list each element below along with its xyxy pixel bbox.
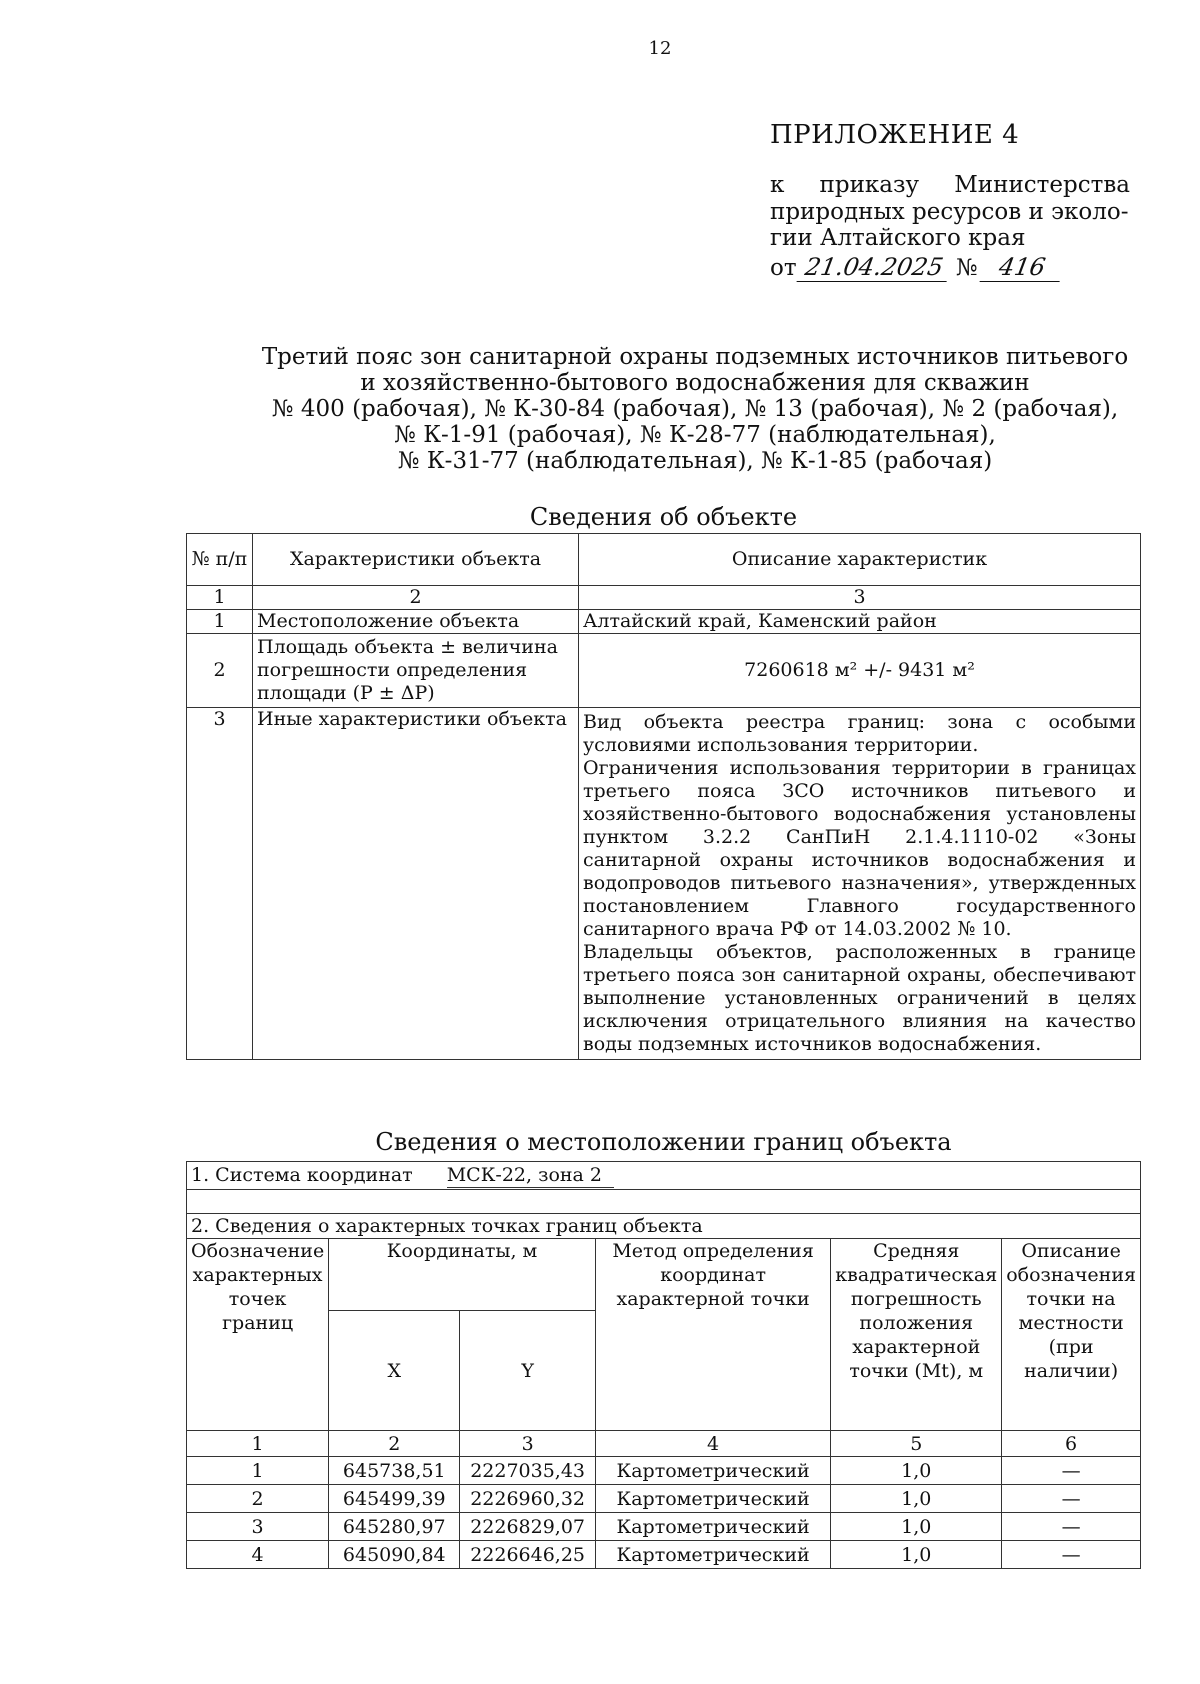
from-label: от: [770, 255, 797, 281]
object-info-table: [186, 533, 1141, 1060]
y-cell: 2226960,32: [460, 1485, 596, 1513]
desc-cell: —: [1002, 1513, 1141, 1541]
document-title: [260, 344, 1130, 474]
error-cell: 1,0: [831, 1541, 1002, 1569]
row-number: 3: [187, 708, 253, 1060]
col-number-cell: 3: [579, 586, 1141, 610]
x-cell: 645090,84: [329, 1541, 460, 1569]
desc-cell: —: [1002, 1485, 1141, 1513]
table-row: [187, 1457, 1141, 1485]
col-number-cell: 2: [253, 586, 579, 610]
title-line: № К-31-77 (наблюдательная), № К-1-85 (рабочая): [397, 448, 993, 474]
empty-row: [187, 1190, 1141, 1214]
table-row: [187, 1485, 1141, 1513]
appendix-line-1: [770, 172, 1130, 199]
row-name: Местоположение объекта: [253, 610, 579, 634]
col-number-cell: 6: [1002, 1431, 1141, 1457]
method-cell: Картометрический: [595, 1457, 830, 1485]
header-coords: Координаты, м: [329, 1239, 596, 1311]
table-row: [187, 1513, 1141, 1541]
handwritten-date: 21.04.2025: [796, 254, 951, 282]
header-cell: Характеристики объекта: [253, 534, 579, 586]
method-cell: Картометрический: [595, 1541, 830, 1569]
header-cell: № п/п: [187, 534, 253, 586]
points-label: 2. Сведения о характерных точках границ объекта: [187, 1214, 1141, 1239]
appendix-title: ПРИЛОЖЕНИЕ 4: [770, 120, 1020, 150]
row-name: Площадь объекта ± величина погрешности определения площади (P ± ΔP): [253, 634, 579, 708]
row-value: Алтайский край, Каменский район: [579, 610, 1141, 634]
appendix-word: к: [770, 172, 785, 198]
table-row: [187, 1541, 1141, 1569]
y-cell: 2226829,07: [460, 1513, 596, 1541]
coord-system-row: [187, 1162, 1141, 1190]
desc-cell: —: [1002, 1541, 1141, 1569]
coord-system-label: 1. Система координат: [191, 1164, 413, 1186]
point-cell: 4: [187, 1541, 329, 1569]
object-info-title: Сведения об объекте: [529, 503, 798, 531]
col-number-cell: 3: [460, 1431, 596, 1457]
x-cell: 645738,51: [329, 1457, 460, 1485]
header-cell: Описание характеристик: [579, 534, 1141, 586]
appendix-word: приказу: [819, 172, 920, 198]
number-label: №: [955, 255, 978, 281]
description-paragraph: Вид объекта реестра границ: зона с особыми условиями использования территории.: [583, 711, 1136, 756]
y-cell: 2226646,25: [460, 1541, 596, 1569]
description-paragraph: Ограничения использования территории в границах третьего пояса ЗСО источников питьевого и хозяйственно-бытового водоснабжения установлены пунктом 3.2.2 СанПиН 2.1.4.1110-02 «Зоны санитарной охраны источников водоснабжения и водопроводов питьевого назначения», утвержденных постановлением Главного государственного санитарного врача РФ от 14.03.2002 № 10.: [583, 757, 1136, 940]
method-cell: Картометрический: [595, 1485, 830, 1513]
error-cell: 1,0: [831, 1485, 1002, 1513]
header-error: Средняя квадратическая погрешность положения характерной точки (Mt), м: [831, 1239, 1002, 1431]
title-line: № К-1-91 (рабочая), № К-28-77 (наблюдательная),: [394, 422, 996, 448]
error-cell: 1,0: [831, 1513, 1002, 1541]
boundary-info-table: [186, 1161, 1141, 1569]
point-cell: 1: [187, 1457, 329, 1485]
appendix-line-3: гии Алтайского края: [770, 225, 1026, 251]
title-line: Третий пояс зон санитарной охраны подземных источников питьевого: [261, 344, 1129, 370]
page-number: 12: [648, 38, 672, 59]
handwritten-number: 416: [979, 254, 1064, 282]
row-name: Иные характеристики объекта: [253, 708, 579, 1060]
x-cell: 645280,97: [329, 1513, 460, 1541]
x-cell: 645499,39: [329, 1485, 460, 1513]
col-number-cell: 2: [329, 1431, 460, 1457]
appendix-date-number: [770, 254, 1130, 282]
y-cell: 2227035,43: [460, 1457, 596, 1485]
row-value-description: [579, 708, 1141, 1060]
col-number-cell: 1: [187, 586, 253, 610]
row-number: 1: [187, 610, 253, 634]
point-cell: 3: [187, 1513, 329, 1541]
title-line: и хозяйственно-бытового водоснабжения для скважин: [360, 370, 1030, 396]
appendix-line-2: природных ресурсов и эколо-: [770, 199, 1129, 225]
point-cell: 2: [187, 1485, 329, 1513]
col-number-cell: 1: [187, 1431, 329, 1457]
header-method: Метод определения координат характерной точки: [595, 1239, 830, 1431]
method-cell: Картометрический: [595, 1513, 830, 1541]
row-value: 7260618 м² +/- 9431 м²: [579, 634, 1141, 708]
desc-cell: —: [1002, 1457, 1141, 1485]
header-y: Y: [460, 1311, 596, 1431]
boundary-info-title: Сведения о местоположении границ объекта: [375, 1128, 952, 1156]
col-number-cell: 4: [595, 1431, 830, 1457]
appendix-word: Министерства: [954, 172, 1130, 198]
col-number-cell: 5: [831, 1431, 1002, 1457]
error-cell: 1,0: [831, 1457, 1002, 1485]
title-line: № 400 (рабочая), № К-30-84 (рабочая), № 13 (рабочая), № 2 (рабочая),: [271, 396, 1119, 422]
description-paragraph: Владельцы объектов, расположенных в границе третьего пояса зон санитарной охраны, обеспечивают выполнение установленных ограничений в целях исключения отрицательного влияния на качество воды подземных источников водоснабжения.: [583, 941, 1136, 1055]
coord-system-value: МСК-22, зона 2: [447, 1163, 614, 1188]
header-point: Обозначение характерных точек границ: [187, 1239, 329, 1431]
header-description: Описание обозначения точки на местности (при наличии): [1002, 1239, 1141, 1431]
header-x: X: [329, 1311, 460, 1431]
row-number: 2: [187, 634, 253, 708]
